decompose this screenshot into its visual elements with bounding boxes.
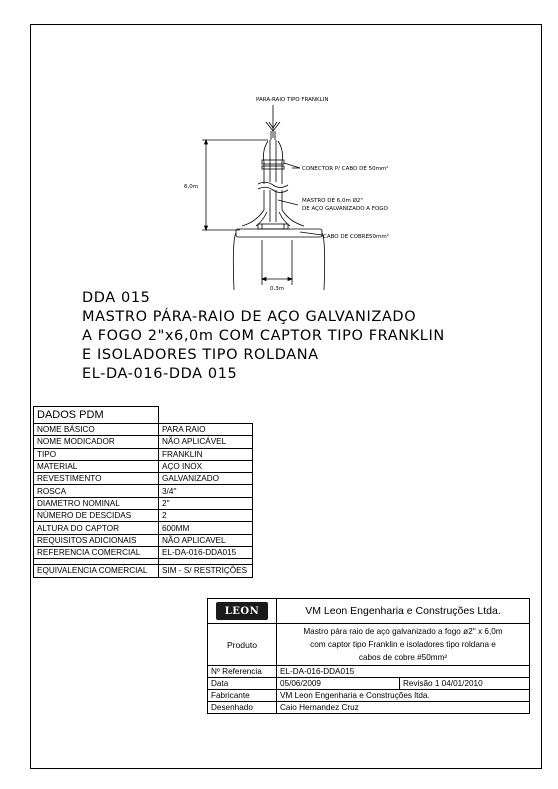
dimension-height: 6,0m <box>184 184 199 190</box>
reference-label: Nº Referencia <box>208 666 277 678</box>
table-row: REQUISITOS ADICIONAIS NÃO APLICAVEL <box>34 534 253 546</box>
table-row: EQUIVALENCIA COMERCIAL SIM - S/ RESTRIÇÕES <box>34 565 253 577</box>
drawing-title <box>82 289 445 384</box>
table-row: ROSCA 3/4'' <box>34 485 253 497</box>
table-row: MATERIAL AÇO INOX <box>34 460 253 472</box>
label-mast-line1: MASTRO DE 6,0m Ø2" <box>302 198 363 204</box>
technical-drawing <box>0 0 558 290</box>
leon-logo: LEON <box>216 602 268 620</box>
reference-value: EL-DA-016-DDA015 <box>277 666 530 678</box>
title-code: DDA 015 <box>82 290 151 306</box>
dimension-base: 0,3m <box>270 286 285 290</box>
drawn-by-value: Caio Hernandez Cruz <box>277 702 530 714</box>
table-row: NOME BÁSICO PARA RAIO <box>34 424 253 436</box>
title-line-4: E ISOLADORES TIPO ROLDANA <box>82 347 319 363</box>
product-description: Mastro pára raio de aço galvanizado a fogo ø2'' x 6,0m com captor tipo Franklin e isoladores tipo roldana e cabos de cobre #50mm² <box>277 624 530 666</box>
title-line-3: A FOGO 2"x6,0m COM CAPTOR TIPO FRANKLIN <box>82 328 445 344</box>
label-franklin-rod: PARA-RAIO TIPO FRANKLIN <box>256 97 329 103</box>
drawn-by-label: Desenhado <box>208 702 277 714</box>
maker-value: VM Leon Engenharia e Construções ltda. <box>277 690 530 702</box>
title-reference: EL-DA-016-DDA 015 <box>82 366 238 382</box>
table-row: REFERENCIA COMERCIAL EL-DA-016-DDA015 <box>34 546 253 558</box>
revision-value: Revisão 1 04/01/2010 <box>400 678 530 690</box>
pdm-header: DADOS PDM <box>34 407 159 424</box>
label-connector: CONECTOR P/ CABO DE 50mm² <box>302 166 389 172</box>
table-row: NÚMERO DE DESCIDAS 2 <box>34 510 253 522</box>
date-value: 05/06/2009 <box>277 678 400 690</box>
product-label: Produto <box>208 624 277 666</box>
table-row: REVESTIMENTO GALVANIZADO <box>34 473 253 485</box>
company-name: VM Leon Engenharia e Construções Ltda. <box>277 599 530 624</box>
title-line-2: MASTRO PÁRA-RAIO DE AÇO GALVANIZADO <box>82 309 417 325</box>
maker-label: Fabricante <box>208 690 277 702</box>
title-block-table <box>207 598 530 714</box>
date-label: Data <box>208 678 277 690</box>
table-row: DIAMETRO NOMINAL 2'' <box>34 497 253 509</box>
label-copper-cable: CABO DE COBRE50mm² <box>323 234 389 240</box>
pdm-data-table <box>33 406 253 578</box>
label-mast-line2: DE AÇO GALVANIZADO A FOGO <box>302 206 388 212</box>
table-row: ALTURA DO CAPTOR 600MM <box>34 522 253 534</box>
table-row: TIPO FRANKLIN <box>34 448 253 460</box>
table-row: NOME MODICADOR NÃO APLICÁVEL <box>34 436 253 448</box>
